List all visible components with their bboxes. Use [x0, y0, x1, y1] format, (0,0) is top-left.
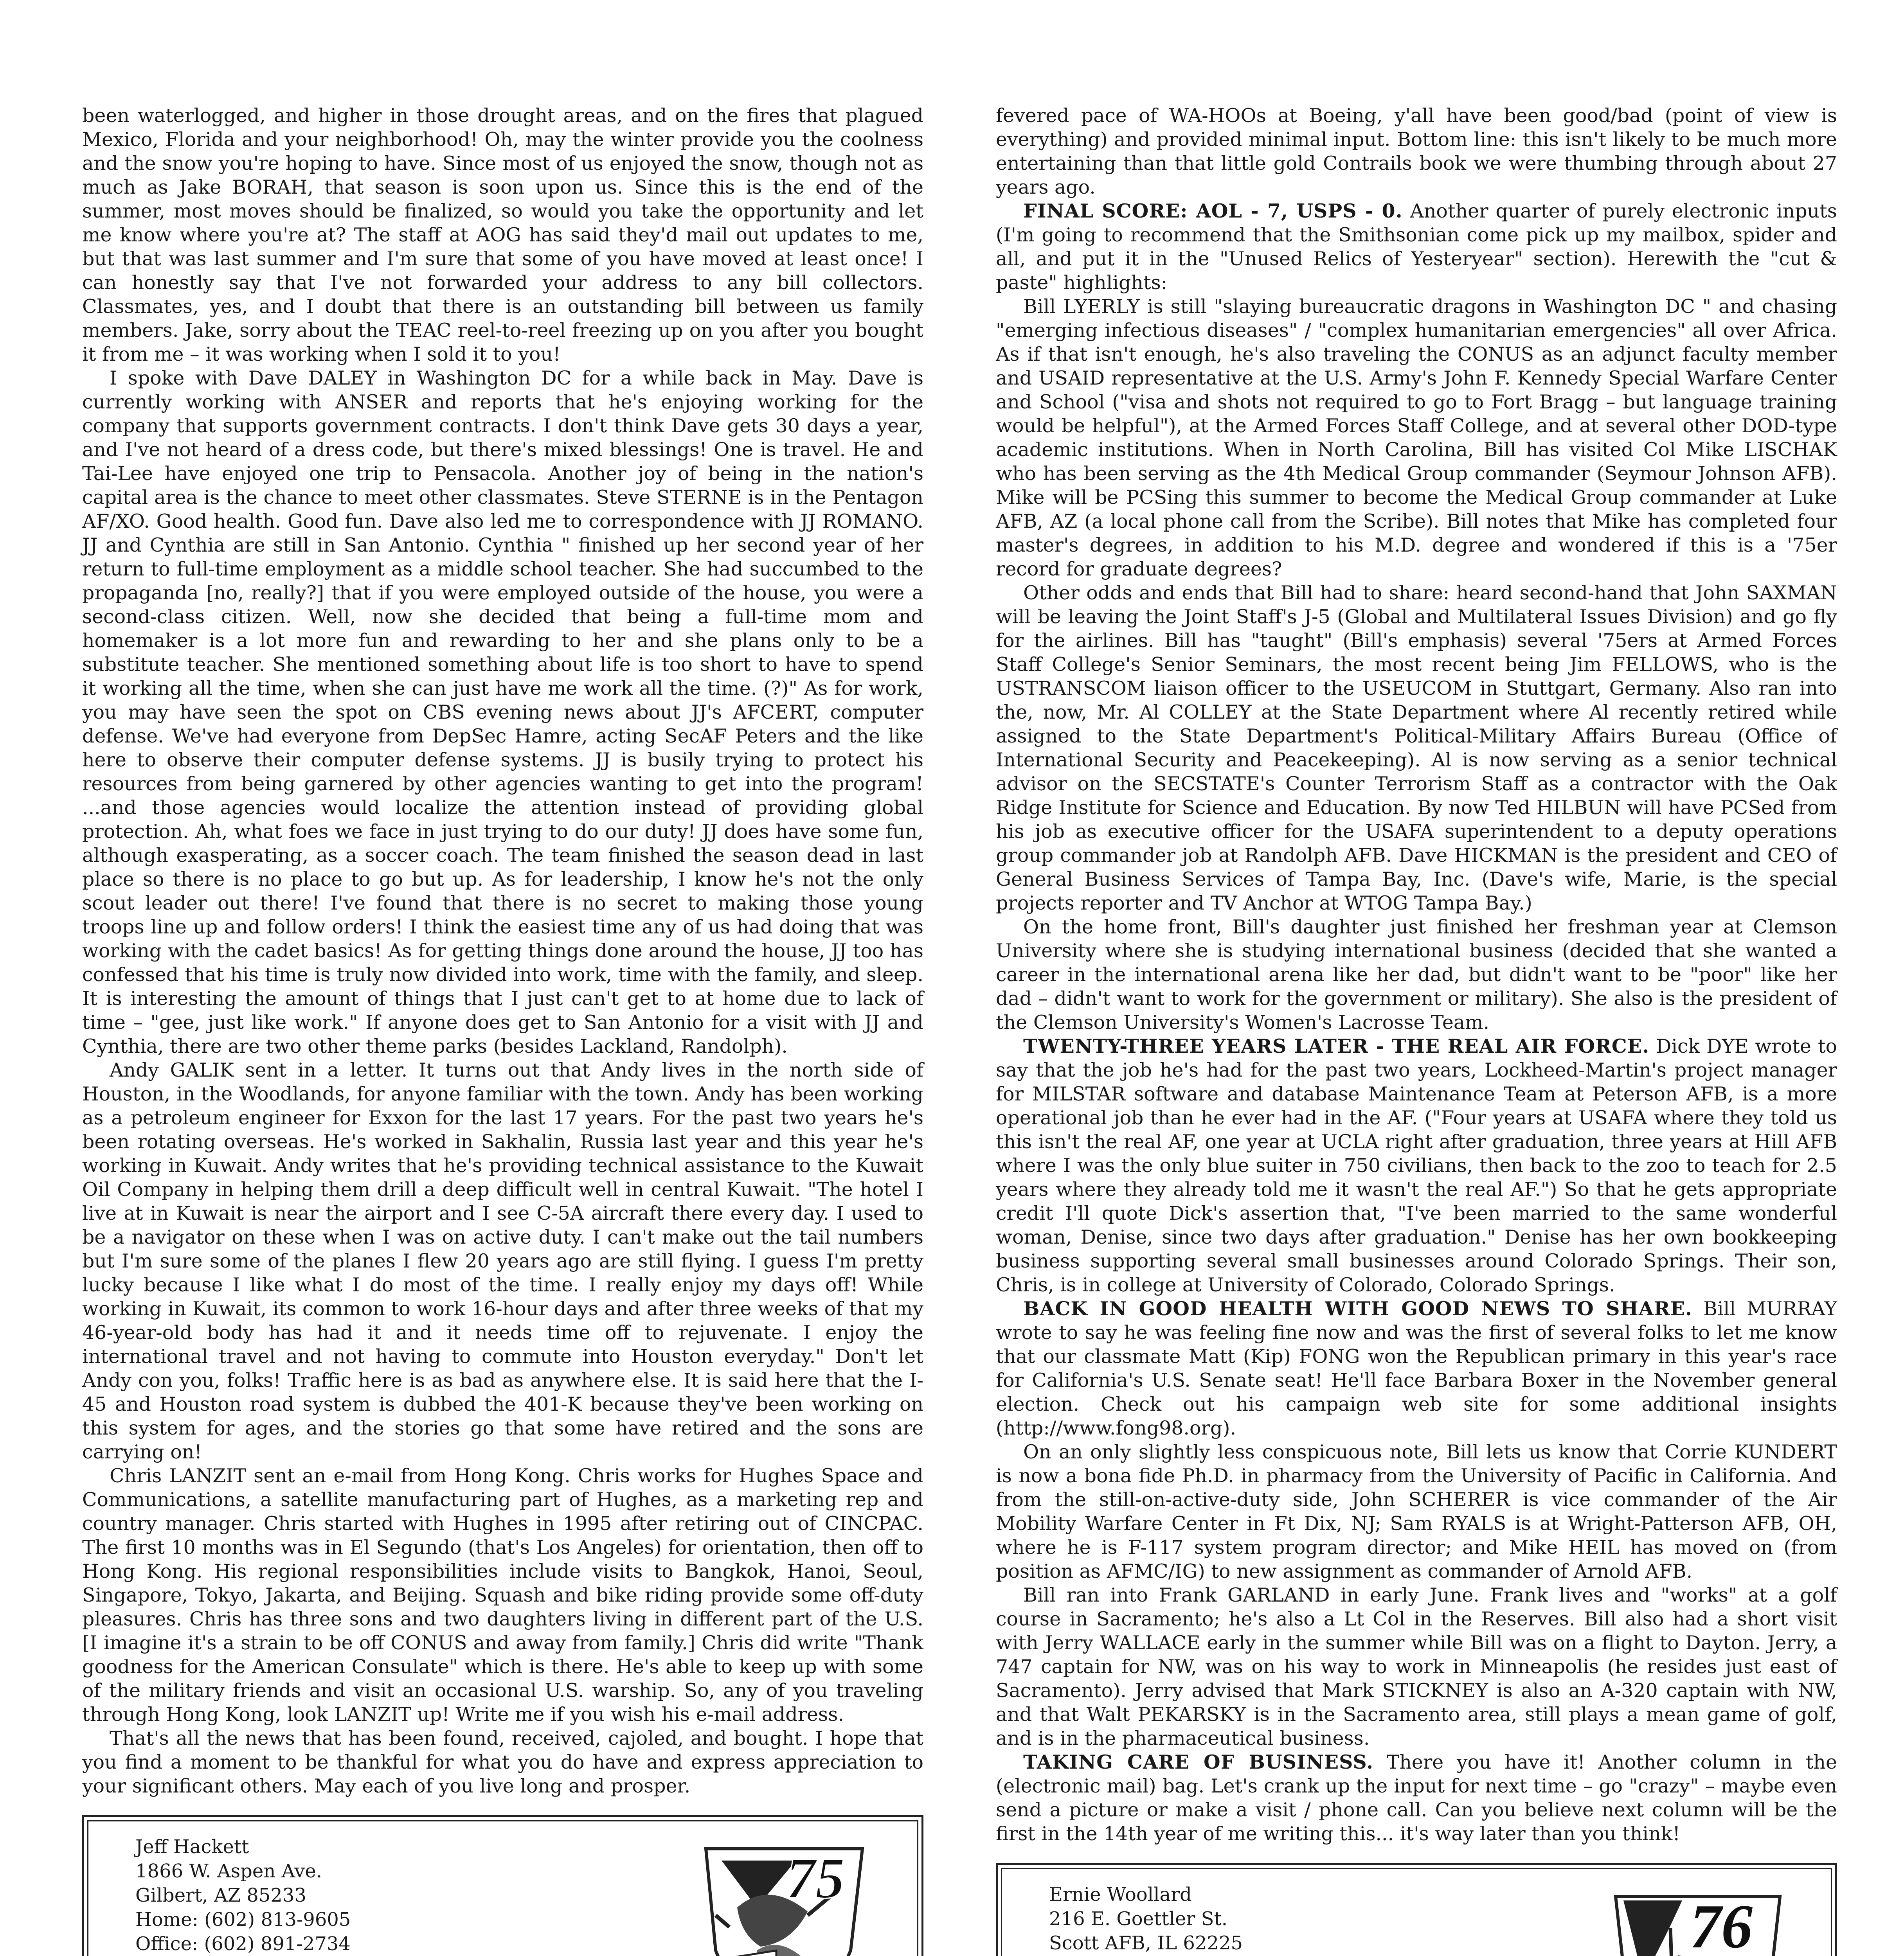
paragraph — [996, 199, 1837, 295]
paragraph-body: Other odds and ends that Bill had to share: heard second-hand that John SAXMAN will be leaving the Joint Staff's J-5 (Global and Multilateral Issues Division) and go fly for the airlines. Bill has "taught" (Bill's emphasis) several '75ers at Armed Forces Staff College's Senior Seminars, the most recent being Jim FELLOWS, who is the USTRANSCOM liaison officer to the USEUCOM in Stuttgart, Germany. Also ran into the, now, Mr. Al COLLEY at the State Department where Al recently retired while assigned to the State Department's Political-Military Affairs Bureau (Office of International Security and Peacekeeping). Al is now serving as a senior technical advisor on the SECSTATE's Counter Terrorism Staff as a contractor with the Oak Ridge Institute for Science and Education. By now Ted HILBUN will have PCSed from his job as executive officer for the USAFA superintendent to a deputy operations group commander job at Randolph AFB. Dave HICKMAN is the president and CEO of General Business Services of Tampa Bay, Inc. (Dave's wife, Marie, is the special projects reporter and TV Anchor at WTOG Tampa Bay.) — [996, 582, 1837, 914]
paragraph-body: fevered pace of WA-HOOs at Boeing, y'all have been good/bad (point of view is everything) and provided minimal input. Bottom line: this isn't likely to be much more entertaining than that little gold Contrails book we were thumbing through about 27 years ago. — [996, 104, 1837, 198]
paragraph-body: Dick DYE wrote to say that the job he's had for the past two years, Lockheed-Martin's project manager for MILSTAR software and database Maintenance Team at Peterson AFB, is a more operational job than he ever had in the AF. ("Four years at USAFA where they told us this isn't the real AF, one year at UCLA right after graduation, three years at Hill AFB where I was the only blue suiter in 750 civilians, then back to the zoo to teach for 2.5 years where they already told me it wasn't the real AF.") So that he gets appropriate credit I'll quote Dick's assertion that, "I've been married to the same wonderful woman, Denise, since two days after graduation." Denise has her own bookkeeping business supporting several small businesses around Colorado Springs. Their son, Chris, is in college at University of Colorado, Colorado Springs. — [996, 1035, 1837, 1296]
paragraph-body: Bill ran into Frank GARLAND in early June. Frank lives and "works" at a golf course in Sacramento; he's also a Lt Col in the Reserves. Bill also had a short visit with Jerry WALLACE early in the summer while Bill was on a flight to Dayton. Jerry, a 747 captain for NW, was on his way to work in Minneapolis (he resides just east of Sacramento). Jerry advised that Mark STICKNEY is also an A-320 captain with NW, and that Walt PEKARSKY is in the Sacramento area, still plays a mean game of golf, and is in the pharmaceutical business. — [996, 1584, 1837, 1749]
paragraph-body: Bill MURRAY wrote to say he was feeling fine now and was the first of several folks to let me know that our classmate Matt (Kip) FONG won the Republican primary in this year's race for California's U.S. Senate seat! He'll face Barbara Boxer in the November general election. Check out his campaign web site for some additional insights (http://www.fong98.org). — [996, 1298, 1837, 1439]
section-lead: FINAL SCORE: AOL - 7, USPS - 0. — [1023, 200, 1403, 222]
section-lead: BACK IN GOOD HEALTH WITH GOOD NEWS TO SHARE. — [1023, 1297, 1692, 1320]
paragraph — [996, 104, 1837, 199]
paragraph-body: On an only slightly less conspicuous note, Bill lets us know that Corrie KUNDERT is now a bona fide Ph.D. in pharmacy from the University of Pacific in California. And from the still-on-active-duty side, John SCHERER is vice commander of the Air Mobility Warfare Center in Ft Dix, NJ; Sam RYALS is at Wright-Patterson AFB, OH, where he is F-117 system program director; and Mike HEIL has moved on (from position as AFMC/IG) to new assignment as commander of Arnold AFB. — [996, 1441, 1837, 1582]
svg-text:75: 75 — [786, 1846, 845, 1911]
paragraph: Andy GALIK sent in a letter. It turns out that Andy lives in the north side of Houston, in the Woodlands, for anyone familiar with the town. Andy has been working as a petroleum engineer for Exxon for the last 17 years. For the past two years he's been rotating overseas. He's worked in Sakhalin, Russia last year and this year he's working in Kuwait. Andy writes that he's providing technical assistance to the Kuwait Oil Company in helping them drill a deep difficult well in central Kuwait. "The hotel I live at in Kuwait is near the airport and I see C-5A aircraft there every day. I used to be a navigator on these when I was on active duty. I can't make out the tail numbers but I'm sure some of the planes I flew 20 years ago are still flying. I guess I'm pretty lucky because I like what I do most of the time. I really enjoy my days off! While working in Kuwait, its common to work 16-hour days and after three weeks of that my 46-year-old body has had it and it needs time off to rejuvenate. I enjoy the international travel and not having to commute into Houston everyday." Don't let Andy con you, folks! Traffic here is as bad as anywhere else. It is said here that the I-45 and Houston road system is dubbed the 401-K because they've been working on this system for ages, and the stories go that some have retired and the sons are carrying on! — [82, 1059, 923, 1463]
paragraph-body: Another quarter of purely electronic inputs (I'm going to recommend that the Smithsonian come pick up my mailbox, spider and all, and put it in the "Unused Relics of Yesteryear" section). Herewith the "cut & paste" highlights: — [996, 200, 1837, 294]
paragraph-body: On the home front, Bill's daughter just finished her freshman year at Clemson University where she is studying international business (decided that she wanted a career in the international arena like her dad, but didn't want to be "poor" like her dad – didn't want to work for the government or military). She also is the president of the Clemson University's Women's Lacrosse Team. — [996, 916, 1837, 1034]
paragraph-body: There you have it! Another column in the (electronic mail) bag. Let's crank up the input for next time – go "crazy" – maybe even send a picture or make a visit / phone call. Can you believe next column will be the first in the 14th year of me writing this... it's way later than you think! — [996, 1751, 1837, 1845]
svg-text:76: 76 — [1690, 1891, 1753, 1956]
section-lead: TAKING CARE OF BUSINESS. — [1023, 1751, 1374, 1773]
article-text-75 — [82, 104, 923, 1798]
class-75-crest-icon — [678, 1833, 882, 1956]
article-text-75-right — [996, 104, 1837, 1846]
paragraph — [996, 1750, 1837, 1846]
contact-box-76 — [996, 1863, 1837, 1956]
paragraph — [996, 581, 1837, 915]
contact-city: Gilbert, AZ 85233 — [135, 1884, 306, 1906]
contact-city: Scott AFB, IL 62225 — [1049, 1932, 1243, 1954]
paragraph — [996, 915, 1837, 1034]
paragraph — [996, 1440, 1837, 1583]
paragraph: I spoke with Dave DALEY in Washington DC for a while back in May. Dave is currently working with ANSER and reports that he's enjoying working for the company that supports government contracts. I don't think Dave gets 30 days a year, and I've not heard of a dress code, but there's mixed blessings! One is travel. He and Tai-Lee have enjoyed one trip to Pensacola. Another joy of being in the nation's capital area is the chance to meet other classmates. Steve STERNE is in the Pentagon AF/XO. Good health. Good fun. Dave also led me to correspondence with JJ ROMANO. JJ and Cynthia are still in San Antonio. Cynthia " finished up her second year of her return to full-time employment as a middle school teacher. She had succumbed to the propaganda [no, really?] that if you were employed outside of the house, you were a second-class citizen. Well, now she decided that being a full-time mom and homemaker is a lot more fun and rewarding to her and she plans only to be a substitute teacher. She mentioned something about life is too short to have to spend it working all the time, when she can just have me work all the time. (?)" As for work, you may have seen the spot on CBS evening news about JJ's AFCERT, computer defense. We've had everyone from DepSec Hamre, acting SecAF Peters and the like here to observe their computer defense systems. JJ is busily trying to protect his resources from being garnered by other agencies wanting to get into the program! ...and those agencies would localize the attention instead of providing global protection. Ah, what foes we face in just trying to do our duty! JJ does have some fun, although exasperating, as a soccer coach. The team finished the season dead in last place so there is no place to go but up. As for leadership, I know he's not the only scout leader out there! I've found that there is no secret to making those young troops line up and follow orders! I think the easiest time any of us had doing that was working with the cadet basics! As for getting things done around the house, JJ too has confessed that his time is truly now divided into work, time with the family, and sleep. It is interesting the amount of things that I just can't get to at home due to lack of time – "gee, just like work." If anyone does get to San Antonio for a visit with JJ and Cynthia, there are two other theme parks (besides Lackland, Randolph). — [82, 367, 923, 1057]
contact-street: 216 E. Goettler St. — [1049, 1908, 1228, 1930]
contact-office-phone: Office: (602) 891-2734 — [135, 1933, 351, 1955]
paragraph — [996, 1034, 1837, 1297]
paragraph-body: Bill LYERLY is still "slaying bureaucratic dragons in Washington DC " and chasing "emerging infectious diseases" / "complex humanitarian emergencies" all over Africa. As if that isn't enough, he's also traveling the CONUS as an adjunct faculty member and USAID representative at the U.S. Army's John F. Kennedy Special Warfare Center and School ("visa and shots not required to go to Fort Bragg – but language training would be helpful"), at the Armed Forces Staff College, and at several other DOD-type academic institutions. When in North Carolina, Bill has visited Col Mike LISCHAK who has been serving as the 4th Medical Group commander (Seymour Johnson AFB). Mike will be PCSing this summer to become the Medical Group commander at Luke AFB, AZ (a local phone call from the Scribe). Bill notes that Mike has completed four master's degrees, in addition to his M.D. degree and wondered if this is a '75er record for graduate degrees? — [996, 295, 1837, 580]
right-column — [996, 104, 1837, 1956]
contact-box-75 — [82, 1815, 923, 1956]
paragraph: That's all the news that has been found, received, cajoled, and bought. I hope that you find a moment to be thankful for what you do have and express appreciation to your significant others. May each of you live long and prosper. — [82, 1727, 923, 1797]
paragraph — [996, 1297, 1837, 1440]
contact-name: Ernie Woollard — [1049, 1884, 1192, 1906]
section-lead: TWENTY-THREE YEARS LATER - THE REAL AIR FORCE. — [1023, 1035, 1650, 1057]
contact-street: 1866 W. Aspen Ave. — [135, 1860, 322, 1882]
contact-name: Jeff Hackett — [135, 1836, 249, 1858]
paragraph — [996, 1583, 1837, 1750]
paragraph: Chris LANZIT sent an e-mail from Hong Kong. Chris works for Hughes Space and Communications, a satellite manufacturing part of Hughes, as a marketing rep and country manager. Chris started with Hughes in 1995 after retiring out of CINCPAC. The first 10 months was in El Segundo (that's Los Angeles) for orientation, then off to Hong Kong. His regional responsibilities include visits to Bangkok, Hanoi, Seoul, Singapore, Tokyo, Jakarta, and Beijing. Squash and bike riding provide some off-duty pleasures. Chris has three sons and two daughters living in different part of the U.S. [I imagine it's a strain to be off CONUS and away from family.] Chris did write "Thank goodness for the American Consulate" which is there. He's able to keep up with some of the military friends and visit an occasional U.S. warship. So, any of you traveling through Hong Kong, look LANZIT up! Write me if you wish his e-mail address. — [82, 1465, 923, 1726]
paragraph: been waterlogged, and higher in those drought areas, and on the fires that plagued Mexico, Florida and your neighborhood! Oh, may the winter provide you the coolness and the snow you're hoping to have. Since most of us enjoyed the snow, though not as much as Jake BORAH, that season is soon upon us. Since this is the end of the summer, most moves should be finalized, so would you take the opportunity and let me know where you're at? The staff at AOG has said they'd mail out updates to me, but that was last summer and I'm sure that some of you have moved at least once! I can honestly say that I've not forwarded your address to any bill collectors. Classmates, yes, and I doubt that there is an outstanding bill between us family members. Jake, sorry about the TEAC reel-to-reel freezing up on you after you bought it from me – it was working when I sold it to you! — [82, 104, 923, 365]
class-76-crest-icon — [1592, 1881, 1796, 1956]
contact-home-phone: Home: (602) 813-9605 — [135, 1909, 351, 1931]
left-column — [82, 104, 923, 1956]
paragraph — [996, 295, 1837, 581]
